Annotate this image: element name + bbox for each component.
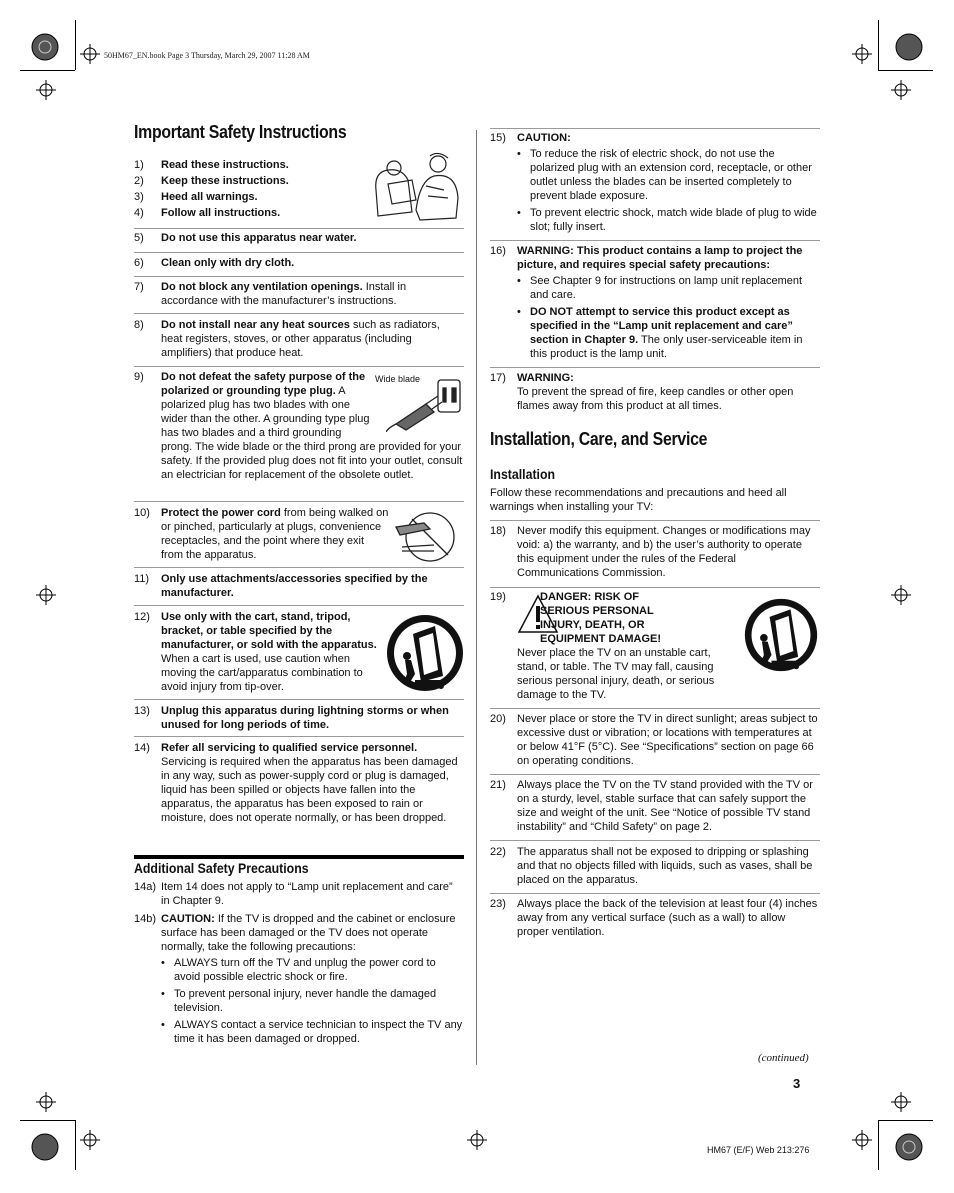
- cart-tip-over-warning-icon: [742, 596, 820, 674]
- crop-mark: [878, 20, 879, 70]
- registration-target-icon: [894, 32, 924, 62]
- section-title: Additional Safety Precautions: [134, 860, 309, 876]
- crosshair-icon: [852, 1130, 872, 1150]
- list-item: 10) Protect the power cord from being walked on or pinched, particularly at plugs, convenience receptacles, and the point where they exit from the apparatus.: [134, 507, 389, 561]
- registration-target-icon: [30, 32, 60, 62]
- crosshair-icon: [36, 80, 56, 100]
- crop-mark: [878, 1120, 933, 1121]
- bullet-list: [161, 956, 464, 1046]
- list-item: 16) WARNING: This product contains a lamp to project the picture, and requires special safety precautions: • See Chapter 9 for instructions on lamp unit replacement and care. • DO NOT attempt to service this product except as specified in the “Lamp unit replacement and care” section in Chapter 9. The only user-serviceable item in this product is the lamp unit.: [490, 244, 820, 364]
- list-item: 14a) Item 14 does not apply to “Lamp unit replacement and care” in Chapter 9.: [134, 881, 453, 907]
- wide-blade-label: Wide blade: [375, 374, 421, 384]
- item-divider: [134, 736, 464, 737]
- section-title: Installation, Care, and Service: [490, 429, 708, 449]
- registration-target-icon: [30, 1132, 60, 1162]
- section-rule: [134, 855, 464, 859]
- print-header: 50HM67_EN.book Page 3 Thursday, March 29, 2007 11:28 AM: [104, 51, 310, 60]
- list-item: 13) Unplug this apparatus during lightning storms or when unused for long periods of time.: [134, 705, 449, 731]
- item-divider: [490, 708, 820, 709]
- bullet-item: • DO NOT attempt to service this product except as specified in the “Lamp unit replacement and care” section in Chapter 9. The only user-serviceable item in this product is the lamp unit.: [517, 305, 820, 361]
- item-divider: [490, 840, 820, 841]
- crosshair-icon: [891, 585, 911, 605]
- item-divider: [490, 893, 820, 894]
- bullet-item: • ALWAYS contact a service technician to inspect the TV any time it has been damaged or dropped.: [161, 1018, 464, 1046]
- crosshair-icon: [36, 1092, 56, 1112]
- column-divider: [476, 130, 477, 1065]
- crosshair-icon: [80, 44, 100, 64]
- list-item: 22) The apparatus shall not be exposed to dripping or splashing and that no objects filled with liquids, such as vases, shall be placed on the apparatus.: [490, 846, 813, 886]
- crop-mark: [20, 70, 75, 71]
- item-divider: [134, 366, 464, 367]
- bullet-list: [517, 147, 820, 234]
- list-item: 15) CAUTION: • To reduce the risk of electric shock, do not use the polarized plug with an extension cord, receptacle, or other outlet unless the blades can be inserted completely to prevent blade exposure. • To prevent electric shock, match wide blade of plug to wide slot; fully insert.: [490, 131, 820, 237]
- list-item: 1) Read these instructions.: [134, 159, 289, 171]
- list-item: 6) Clean only with dry cloth.: [134, 257, 295, 269]
- item-divider: [134, 699, 464, 700]
- list-item: 7) Do not block any ventilation openings. Install in accordance with the manufacturer’s instructions.: [134, 281, 407, 307]
- intro-paragraph: Follow these recommendations and precautions and heed all warnings when installing your TV:: [490, 487, 787, 513]
- crop-mark: [75, 1120, 76, 1170]
- item-divider: [134, 605, 464, 606]
- list-item: 11) Only use attachments/accessories specified by the manufacturer.: [134, 573, 428, 599]
- page-number: 3: [793, 1076, 801, 1091]
- item-divider: [490, 367, 820, 368]
- crop-mark: [878, 1120, 879, 1170]
- power-cord-warning-icon: [394, 507, 460, 563]
- polarized-plug-icon: [386, 376, 466, 432]
- item-divider: [134, 252, 464, 253]
- cart-tip-over-warning-icon: [385, 612, 465, 694]
- item-divider: [490, 774, 820, 775]
- bullet-item: • To reduce the risk of electric shock, do not use the polarized plug with an extension cord, receptacle, or other outlet unless the blades can be inserted completely to prevent blade exposure.: [517, 147, 820, 203]
- continued-note: (continued): [758, 1052, 809, 1064]
- list-item: 19) DANGER: RISK OF SERIOUS PERSONAL INJURY, DEATH, OR EQUIPMENT DAMAGE! Never place the TV on an unstable cart, stand, or table. The TV may fall, causing serious personal injury, death, or serious damage to the TV.: [490, 591, 715, 701]
- crosshair-icon: [80, 1130, 100, 1150]
- list-item: 21) Always place the TV on the TV stand provided with the TV or on a sturdy, level, stable surface that can safely support the size and weight of the unit. See “Notice of possible TV stand instability” and “Child Safety” on page 2.: [490, 779, 813, 833]
- list-item: 3) Heed all warnings.: [134, 191, 258, 203]
- subsection-title: Installation: [490, 466, 556, 482]
- crosshair-icon: [852, 44, 872, 64]
- warning-triangle-icon: [517, 594, 559, 636]
- crop-mark: [75, 20, 76, 70]
- bullet-item: • See Chapter 9 for instructions on lamp unit replacement and care.: [517, 274, 820, 302]
- crosshair-icon: [891, 80, 911, 100]
- bullet-list: [517, 274, 820, 361]
- crosshair-icon: [891, 1092, 911, 1112]
- item-divider: [490, 240, 820, 241]
- list-item: 2) Keep these instructions.: [134, 175, 289, 187]
- crop-mark: [20, 1120, 75, 1121]
- item-divider: [134, 276, 464, 277]
- item-divider: [490, 587, 820, 588]
- list-item: 9) Do not defeat the safety purpose of the polarized or grounding type plug. A polarized plug has two blades with one wider than the other. A grounding type plug has two blades and a third grounding prong. The wide blade or the third prong are provided for your safety. If the provided plug does not fit into your outlet, consult an electrician for replacement of the obsolete outlet.: [134, 371, 463, 481]
- list-item: 14b) CAUTION: If the TV is dropped and the cabinet or enclosure surface has been damaged or the TV does not operate normally, take the following precautions: • ALWAYS turn off the TV and unplug the power cord to avoid possible electric shock or fire. • To prevent personal injury, never handle the damaged television. • ALWAYS contact a service technician to inspect the TV any time it has been damaged or dropped.: [134, 912, 464, 1049]
- list-item: 17) WARNING: To prevent the spread of fire, keep candles or other open flames away from this product at all times.: [490, 372, 794, 412]
- crosshair-icon: [36, 585, 56, 605]
- item-divider: [134, 313, 464, 314]
- page-title: Important Safety Instructions: [134, 122, 347, 142]
- bullet-item: • ALWAYS turn off the TV and unplug the power cord to avoid possible electric shock or fire.: [161, 956, 464, 984]
- list-item: 5) Do not use this apparatus near water.: [134, 232, 357, 244]
- list-item: 23) Always place the back of the television at least four (4) inches away from any vertical surface (such as a wall) to allow proper ventilation.: [490, 898, 818, 938]
- list-item: 12) Use only with the cart, stand, tripod, bracket, or table specified by the manufacturer, or sold with the apparatus. When a cart is used, use caution when moving the cart/apparatus combination to avoid injury from tip-over.: [134, 611, 377, 693]
- people-reading-illustration: [368, 150, 464, 222]
- registration-target-icon: [894, 1132, 924, 1162]
- list-item: 8) Do not install near any heat sources such as radiators, heat registers, stoves, or other apparatus (including amplifiers) that produce heat.: [134, 319, 440, 359]
- item-divider: [134, 501, 464, 502]
- list-item: 20) Never place or store the TV in direct sunlight; areas subject to excessive dust or vibration; or locations with temperatures at or below 41°F (5°C). See “Specifications” section on page 66 on operating conditions.: [490, 713, 818, 767]
- item-divider: [134, 228, 464, 229]
- item-divider: [134, 567, 464, 568]
- crop-mark: [878, 70, 933, 71]
- crosshair-icon: [467, 1130, 487, 1150]
- list-item: 18) Never modify this equipment. Changes or modifications may void: a) the warranty, and b) the user’s authority to operate this equipment under the rules of the Federal Communications Commission.: [490, 525, 811, 579]
- document-code: HM67 (E/F) Web 213:276: [707, 1145, 810, 1155]
- bullet-item: • To prevent personal injury, never handle the damaged television.: [161, 987, 464, 1015]
- list-item: 4) Follow all instructions.: [134, 207, 281, 219]
- bullet-item: • To prevent electric shock, match wide blade of plug to wide slot; fully insert.: [517, 206, 820, 234]
- item-divider: [490, 520, 820, 521]
- list-item: 14) Refer all servicing to qualified service personnel. Servicing is required when the apparatus has been damaged in any way, such as power-supply cord or plug is damaged, liquid has been spilled or objects have fallen into the apparatus, the apparatus has been exposed to rain or moisture, does not operate normally, or has been dropped.: [134, 742, 458, 824]
